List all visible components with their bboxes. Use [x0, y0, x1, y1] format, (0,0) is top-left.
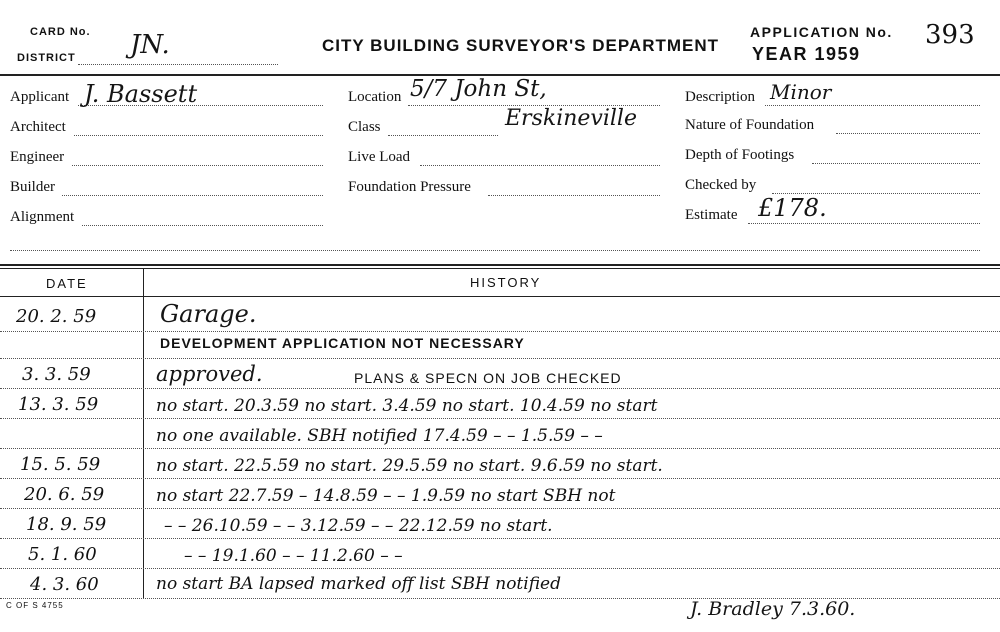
row-rule	[0, 568, 1000, 569]
district-label: DISTRICT	[17, 52, 76, 64]
engineer-label: Engineer	[10, 149, 65, 165]
row-date: 15. 5. 59	[20, 454, 101, 475]
estimate-label: Estimate	[685, 207, 738, 223]
applicant-label: Applicant	[10, 89, 70, 105]
engineer-dots	[72, 165, 323, 166]
signature: J. Bradley 7.3.60.	[690, 598, 856, 620]
row-date: 13. 3. 59	[18, 394, 99, 415]
row-history-stamp: DEVELOPMENT APPLICATION NOT NECESSARY	[160, 335, 525, 351]
architect-label: Architect	[10, 119, 66, 135]
estimate-value: £178.	[758, 194, 827, 222]
row-rule	[0, 538, 1000, 539]
estimate-dots	[748, 223, 980, 224]
district-dots	[78, 64, 278, 65]
applicant-value: J. Bassett	[84, 80, 198, 108]
class-label: Class	[348, 119, 381, 135]
location-label: Location	[348, 89, 402, 105]
card-no-label: CARD No.	[30, 26, 91, 38]
foundation-pressure-dots	[488, 195, 660, 196]
checked-by-label: Checked by	[685, 177, 757, 193]
history-column-header: HISTORY	[470, 275, 542, 290]
alignment-dots	[82, 225, 323, 226]
row-rule	[0, 418, 1000, 419]
builder-dots	[62, 195, 323, 196]
table-top-rule	[0, 264, 1000, 266]
row-date: 20. 6. 59	[24, 484, 105, 505]
row-rule	[0, 448, 1000, 449]
department-title: CITY BUILDING SURVEYOR'S DEPARTMENT	[322, 36, 720, 55]
row-history: approved.	[156, 362, 263, 386]
live-load-dots	[420, 165, 660, 166]
location-value-line2: Erskineville	[505, 106, 637, 131]
application-number: 393	[925, 20, 975, 50]
architect-dots	[74, 135, 323, 136]
row-history: Garage.	[160, 300, 257, 328]
depth-of-footings-dots	[812, 163, 980, 164]
live-load-label: Live Load	[348, 149, 411, 165]
row-rule	[0, 478, 1000, 479]
row-date: 3. 3. 59	[22, 364, 91, 385]
application-number-label: APPLICATION No.	[750, 24, 893, 40]
year-label: YEAR 1959	[752, 44, 861, 64]
row-history: – – 26.10.59 – – 3.12.59 – – 22.12.59 no start.	[164, 516, 553, 536]
row-date: 20. 2. 59	[16, 306, 97, 327]
row-history-stamp: PLANS & SPECN ON JOB CHECKED	[354, 370, 622, 386]
row-rule	[0, 358, 1000, 359]
description-value: Minor	[770, 80, 832, 104]
form-code: C OF S 4755	[6, 601, 64, 610]
row-date: 5. 1. 60	[28, 544, 97, 565]
alignment-dots-2	[10, 250, 980, 251]
row-history: no start. 22.5.59 no start. 29.5.59 no start. 9.6.59 no start.	[156, 456, 663, 476]
description-dots	[765, 105, 980, 106]
builder-label: Builder	[10, 179, 55, 195]
row-history: no start. 20.3.59 no start. 3.4.59 no start. 10.4.59 no start	[156, 396, 658, 416]
location-value-line1: 5/7 John St,	[410, 76, 547, 102]
row-date: 18. 9. 59	[26, 514, 107, 535]
row-history: no start 22.7.59 – 14.8.59 – – 1.9.59 no start SBH not	[156, 486, 616, 506]
table-header-rule	[0, 296, 1000, 297]
row-history: no start BA lapsed marked off list SBH notified	[156, 574, 561, 594]
table-top-rule-2	[0, 268, 1000, 269]
date-column-divider	[143, 268, 144, 598]
row-history: – – 19.1.60 – – 11.2.60 – –	[184, 546, 403, 566]
class-dots	[388, 135, 498, 136]
date-column-header: DATE	[46, 276, 88, 291]
row-history: no one available. SBH notified 17.4.59 – – 1.5.59 – –	[156, 426, 603, 446]
nature-of-foundation-dots	[836, 133, 980, 134]
row-rule	[0, 388, 1000, 389]
nature-of-foundation-label: Nature of Foundation	[685, 117, 815, 133]
foundation-pressure-label: Foundation Pressure	[348, 179, 471, 195]
row-rule	[0, 331, 1000, 332]
row-date: 4. 3. 60	[30, 574, 99, 595]
row-rule	[0, 508, 1000, 509]
district-value: JN.	[130, 30, 170, 60]
alignment-label: Alignment	[10, 209, 75, 225]
description-label: Description	[685, 89, 755, 105]
depth-of-footings-label: Depth of Footings	[685, 147, 795, 163]
